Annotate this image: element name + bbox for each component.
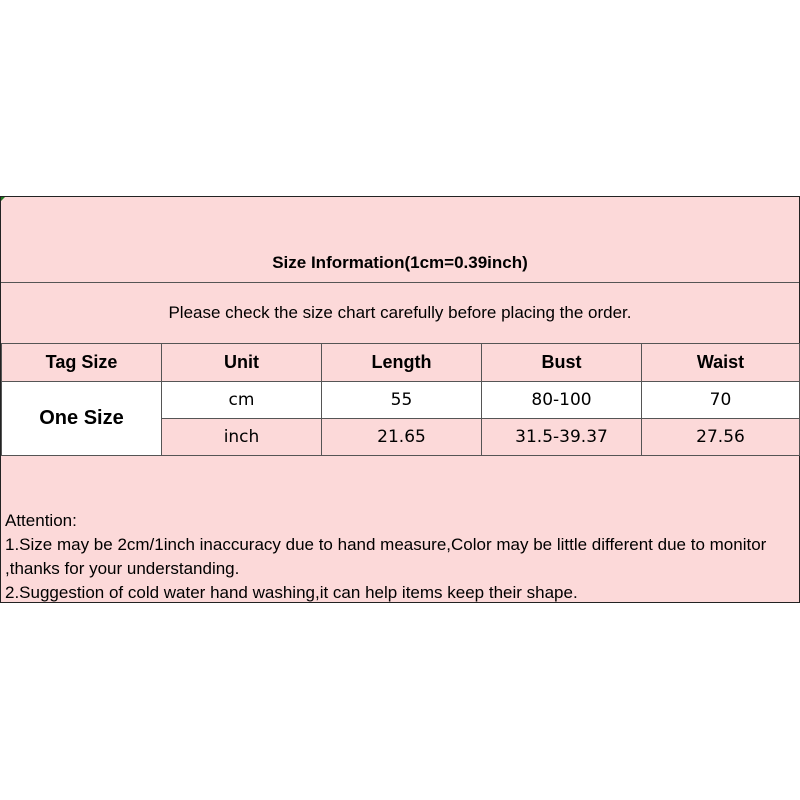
tag-size-cell: One Size xyxy=(2,382,162,456)
attention-notes xyxy=(5,509,795,605)
waist-cell: 70 xyxy=(642,382,800,419)
column-header-tag-size: Tag Size xyxy=(2,344,162,382)
column-header-length: Length xyxy=(322,344,482,382)
length-cell: 55 xyxy=(322,382,482,419)
column-header-bust: Bust xyxy=(482,344,642,382)
attention-heading: Attention: xyxy=(5,511,77,530)
waist-cell: 27.56 xyxy=(642,419,800,456)
bust-cell: 31.5-39.37 xyxy=(482,419,642,456)
column-header-unit: Unit xyxy=(162,344,322,382)
size-table xyxy=(1,343,800,456)
unit-cell: inch xyxy=(162,419,322,456)
unit-cell: cm xyxy=(162,382,322,419)
size-chart-title: Size Information(1cm=0.39inch) xyxy=(1,197,799,283)
size-chart-subtitle: Please check the size chart carefully before placing the order. xyxy=(168,303,632,322)
length-cell: 21.65 xyxy=(322,419,482,456)
attention-note-1: 1.Size may be 2cm/1inch inaccuracy due to hand measure,Color may be little different due to monitor ,thanks for your understanding. xyxy=(5,535,767,578)
column-header-waist: Waist xyxy=(642,344,800,382)
attention-note-2: 2.Suggestion of cold water hand washing,it can help items keep their shape. xyxy=(5,583,578,602)
table-row xyxy=(2,382,800,419)
size-chart-sheet xyxy=(0,196,800,603)
table-header-row xyxy=(2,344,800,382)
bust-cell: 80-100 xyxy=(482,382,642,419)
